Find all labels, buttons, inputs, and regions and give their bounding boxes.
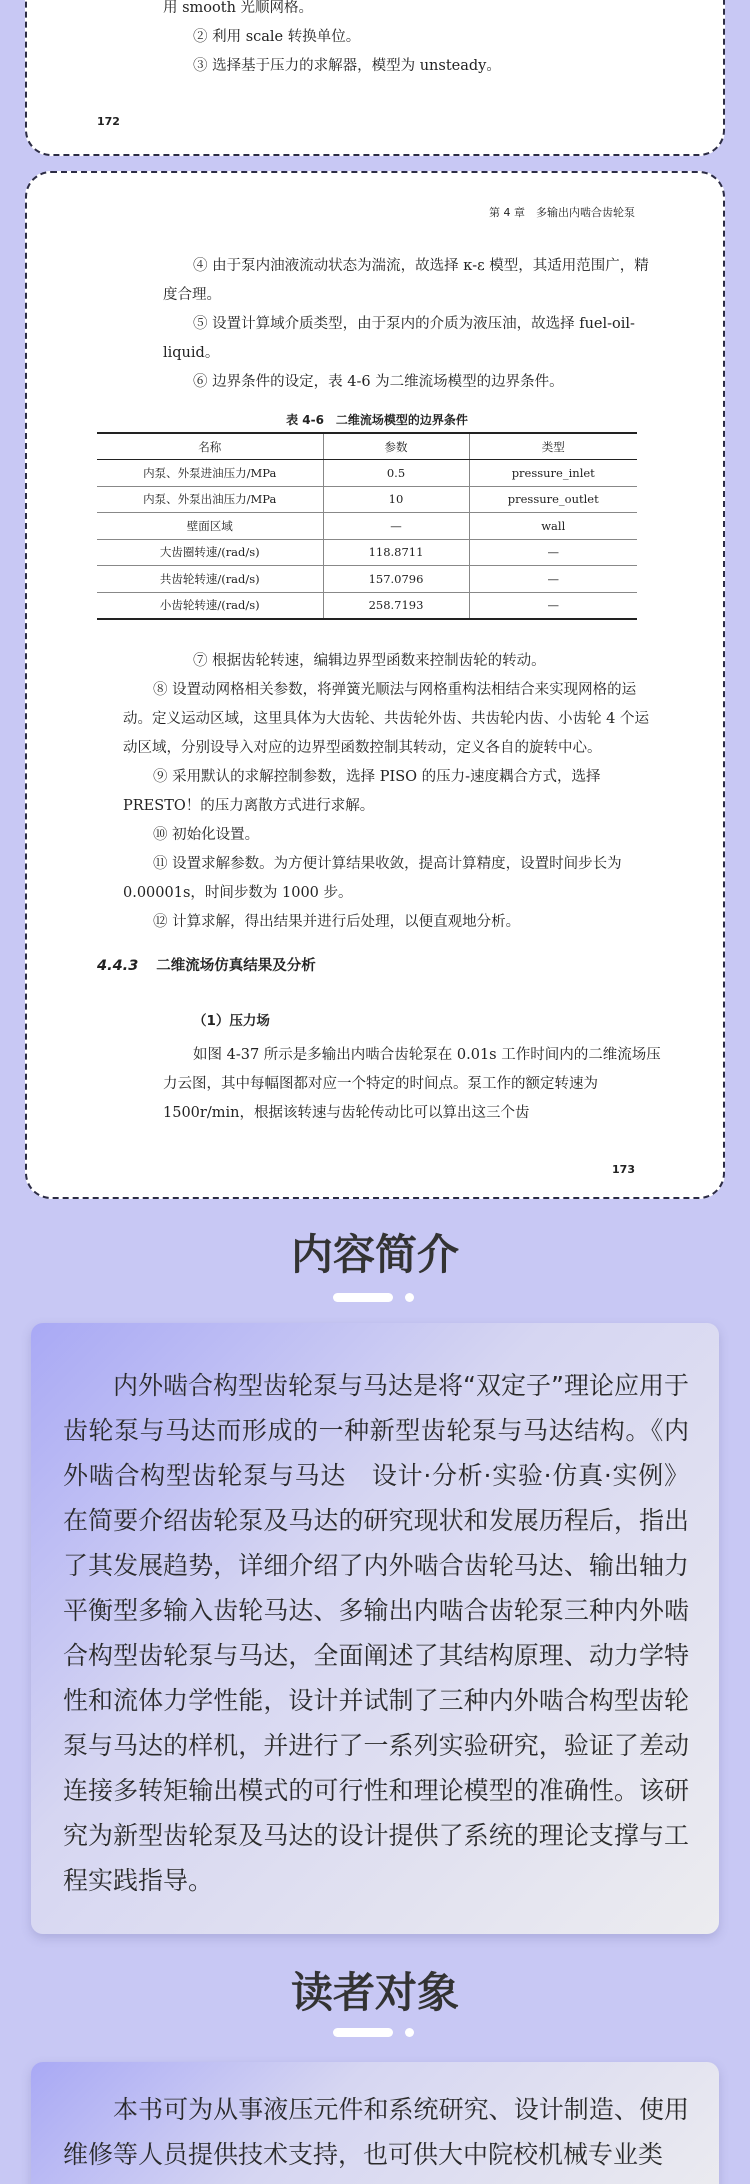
table-row: [97, 592, 637, 619]
table-cell: 0.5: [323, 460, 469, 487]
table-header-param: 参数: [323, 433, 469, 460]
decoration-dot: [405, 2028, 414, 2037]
closing-paragraph: 如图 4-37 所示是多输出内啮合齿轮泵在 0.01s 工作时间内的二维流场压力云图，其中每幅图都对应一个特定的时间点。泵工作的额定转速为 1500r/min，根据该转速与齿轮传动比可以算出这三个齿: [163, 1047, 661, 1121]
table-row: [97, 486, 637, 513]
table-cell: —: [469, 592, 637, 619]
table-header-type: 类型: [469, 433, 637, 460]
step-4: ④ 由于泵内油液流动状态为湍流，故选择 κ-ε 模型，其适用范围广，精度合理。: [163, 258, 649, 303]
table-cell: —: [469, 539, 637, 566]
table-title: 表 4-6 二维流场模型的边界条件: [286, 413, 468, 427]
table-row: [97, 460, 637, 487]
decoration-dot: [405, 1293, 414, 1302]
table-cell: 157.0796: [323, 566, 469, 593]
table-cell: wall: [469, 513, 637, 540]
table-cell: pressure_outlet: [469, 486, 637, 513]
step-7: ⑦ 根据齿轮转速，编辑边界型函数来控制齿轮的转动。: [193, 653, 546, 669]
step-12: ⑫ 计算求解，得出结果并进行后处理，以便直观地分析。: [153, 914, 521, 930]
section-number: 4.4.3: [97, 958, 139, 974]
table-cell: —: [469, 566, 637, 593]
intro-heading: 内容简介: [290, 1230, 459, 1279]
table-cell: 内泵、外泵出油压力/MPa: [97, 486, 323, 513]
audience-panel: [31, 2062, 719, 2184]
section-heading: [97, 954, 316, 975]
page-number-173: 173: [612, 1163, 635, 1176]
page-number-172: 172: [97, 115, 120, 128]
table-cell: 大齿圈转速/(rad/s): [97, 539, 323, 566]
table-cell: 118.8711: [323, 539, 469, 566]
step-10: ⑩ 初始化设置。: [153, 827, 260, 843]
table-cell: pressure_inlet: [469, 460, 637, 487]
book-page-172: [25, 0, 725, 156]
intro-heading-decoration: [0, 1293, 750, 1303]
decoration-bar: [333, 2028, 393, 2037]
table-cell: 小齿轮转速/(rad/s): [159, 598, 260, 612]
page-172-line-1: 用 smooth 光顺网格。: [163, 0, 314, 16]
step-6: ⑥ 边界条件的设定，表 4-6 为二维流场模型的边界条件。: [193, 374, 564, 390]
boundary-conditions-table: [97, 432, 637, 620]
table-row: [97, 566, 637, 593]
intro-panel: [31, 1323, 719, 1934]
table-cell: 10: [323, 486, 469, 513]
table-cell: 内泵、外泵进油压力/MPa: [97, 460, 323, 487]
step-9: ⑨ 采用默认的求解控制参数，选择 PISO 的压力-速度耦合方式，选择 PRESTO！的压力离散方式进行求解。: [123, 769, 601, 814]
step-11: ⑪ 设置求解参数。为方便计算结果收敛，提高计算精度，设置时间步长为 0.00001s，时间步数为 1000 步。: [123, 856, 622, 901]
audience-text: 本书可为从事液压元件和系统研究、设计制造、使用维修等人员提供技术支持，也可供大中院校机械专业类: [63, 2095, 689, 2169]
table-cell: 壁面区域: [97, 513, 323, 540]
book-page-173: [25, 171, 725, 1199]
page-172-line-3: ③ 选择基于压力的求解器，模型为 unsteady。: [193, 58, 501, 74]
audience-heading: 读者对象: [290, 1968, 459, 2017]
table-header-row: [97, 433, 637, 460]
table-cell: 258.7193: [323, 592, 469, 619]
page-172-line-2: ② 利用 scale 转换单位。: [193, 29, 361, 45]
step-5: ⑤ 设置计算域介质类型，由于泵内的介质为液压油，故选择 fuel-oil-liquid。: [163, 316, 635, 361]
decoration-bar: [333, 1293, 393, 1302]
audience-heading-decoration: [0, 2028, 750, 2038]
table-header-name: 名称: [97, 433, 323, 460]
table-cell: —: [323, 513, 469, 540]
table-cell: 共齿轮转速/(rad/s): [97, 566, 323, 593]
table-row: [97, 513, 637, 540]
intro-text: 内外啮合构型齿轮泵与马达是将“双定子”理论应用于齿轮泵与马达而形成的一种新型齿轮泵与马达结构。《内外啮合构型齿轮泵与马达 设计·分析·实验·仿真·实例》在简要介绍齿轮泵及马达的研究现状和发展历程后，指出了其发展趋势，详细介绍了内外啮合齿轮马达、输出轴力平衡型多输入齿轮马达、多输出内啮合齿轮泵三种内外啮合构型齿轮泵与马达，全面阐述了其结构原理、动力学特性和流体力学性能，设计并试制了三种内外啮合构型齿轮泵与马达的样机，并进行了一系列实验研究，验证了差动连接多转矩输出模式的可行性和理论模型的准确性。该研究为新型齿轮泵及马达的设计提供了系统的理论支撑与工程实践指导。: [63, 1371, 689, 1895]
running-head: 第 4 章 多输出内啮合齿轮泵: [489, 206, 635, 219]
section-title: 二维流场仿真结果及分析: [156, 958, 316, 974]
subsection-heading: （1）压力场: [193, 1013, 270, 1029]
table-row: [97, 539, 637, 566]
step-8: ⑧ 设置动网格相关参数，将弹簧光顺法与网格重构法相结合来实现网格的运动。定义运动区域，这里具体为大齿轮、共齿轮外齿、共齿轮内齿、小齿轮 4 个运动区域，分别设导入对应的边界型函数控制其转动，定义各自的旋转中心。: [123, 682, 649, 756]
